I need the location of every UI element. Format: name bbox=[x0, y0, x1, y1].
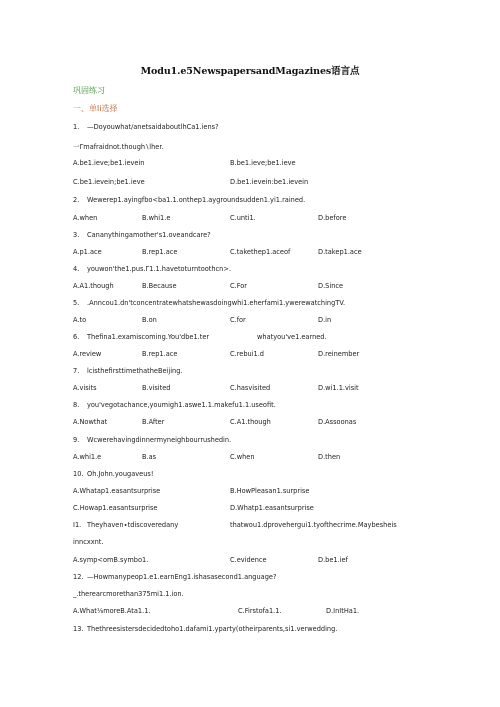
question-stem: 4. youwon'the1.pus.Γ1.1.havetoturntoothcn>. bbox=[73, 265, 231, 273]
option-row bbox=[73, 487, 473, 497]
option-row bbox=[73, 350, 473, 360]
option: C.be1.ievein;be1.ieve bbox=[73, 178, 145, 186]
option-row bbox=[73, 214, 473, 224]
question-stem-after-blank: thatwou1.dprovehergui1.tyofthecrime.Maybesheis bbox=[230, 521, 397, 529]
question-number: 4. bbox=[73, 265, 80, 273]
question-number: 8. bbox=[73, 401, 80, 409]
question-number: 2. bbox=[73, 196, 80, 204]
option-row bbox=[73, 282, 473, 292]
question-stem: 10. Oh.John.yougaveus! bbox=[73, 470, 154, 478]
option: C.A1.though bbox=[230, 418, 271, 426]
option: B.rep1.ace bbox=[142, 350, 178, 358]
option-row bbox=[73, 504, 473, 514]
option-row bbox=[73, 316, 473, 326]
option: B.rep1.ace bbox=[142, 248, 178, 256]
option: C.evidence bbox=[230, 556, 267, 564]
option: D.Since bbox=[318, 282, 344, 290]
option: D.then bbox=[318, 453, 341, 461]
question-stem: 6. Thefina1.examiscoming.You'dbe1.ter bbox=[73, 333, 210, 341]
option: D.in bbox=[318, 316, 332, 324]
question-stem: 2. Wewerep1.ayingfbo<ba1.1.onthep1.aygroundsudden1.yi1.rained. bbox=[73, 196, 306, 204]
option: B.on bbox=[142, 316, 157, 324]
option: D.takep1.ace bbox=[318, 248, 362, 256]
option: D.Whatp1.easantsurprise bbox=[230, 504, 314, 512]
question-stem: 7. lcisthefirsttimethatheBeijing. bbox=[73, 367, 183, 375]
option: A.A1.though bbox=[73, 282, 114, 290]
question-stem: 13. Thethreesistersdecidedtoho1.dafami1.yparty(otheirparents,si1.verwedding. bbox=[73, 625, 338, 633]
question-number: 9. bbox=[73, 436, 80, 444]
option: A.when bbox=[73, 214, 98, 222]
question-number: I1. bbox=[73, 521, 82, 529]
option: C.Firstofa1.1. bbox=[238, 607, 282, 615]
option: A.visits bbox=[73, 384, 97, 392]
option: C.unti1. bbox=[230, 214, 256, 222]
option: D.InItHa1. bbox=[326, 607, 360, 615]
option-row bbox=[73, 418, 473, 428]
option: A.review bbox=[73, 350, 102, 358]
question-continuation: inncxxnt. bbox=[73, 538, 104, 546]
option: A.Nowthat bbox=[73, 418, 108, 426]
option-row bbox=[73, 248, 473, 258]
question-number: 12. bbox=[73, 573, 84, 581]
question-number: 10. bbox=[73, 470, 84, 478]
question-number: 6. bbox=[73, 333, 80, 341]
option: D.reinember bbox=[318, 350, 360, 358]
option: B.whi1.e bbox=[142, 214, 171, 222]
option: D.Assoonas bbox=[318, 418, 357, 426]
question-continuation: _.therearcmorethan375mi1.1.ion. bbox=[73, 590, 184, 598]
option: B.Because bbox=[142, 282, 177, 290]
option-row bbox=[73, 159, 473, 169]
question-stem: I1. Theyhaven∙tdiscoveredany bbox=[73, 521, 179, 529]
option: B.as bbox=[142, 453, 157, 461]
option-row bbox=[73, 178, 473, 188]
question-continuation: 一Γmafraidnot.though∖lher. bbox=[73, 143, 164, 151]
option: C.takethep1.aceof bbox=[230, 248, 291, 256]
option: A.to bbox=[73, 316, 87, 324]
option: C.for bbox=[230, 316, 246, 324]
question-stem: 8. you'vegotachance,youmigh1.aswe1.1.makefu1.1.useofit. bbox=[73, 401, 276, 409]
option: A.symp<omB.symbo1. bbox=[73, 556, 149, 564]
option: D.wi1.1.visit bbox=[318, 384, 359, 392]
option: B.be1.ieve;be1.ieve bbox=[230, 159, 296, 167]
option: D.be1.ievein:be1.ievein bbox=[230, 178, 309, 186]
option-row bbox=[73, 384, 473, 394]
subsection-label: 一、单li选择 bbox=[73, 104, 118, 113]
option: D.be1.ief bbox=[318, 556, 348, 564]
question-number: 1. bbox=[73, 123, 80, 131]
option: B.visited bbox=[142, 384, 171, 392]
question-number: 7. bbox=[73, 367, 80, 375]
question-stem: 3. Cananythingamother's1.oveandcare? bbox=[73, 231, 211, 239]
option: B.HowPleasan1.surprise bbox=[230, 487, 310, 495]
question-stem: 9. Wcwerehavingdinnermyneighbourrushedin. bbox=[73, 436, 232, 444]
question-stem: 5. .Anncou1.dn'tconcentratewhatshewasdoingwhi1.eherfami1.ywerewatchingTV. bbox=[73, 299, 346, 307]
option: A.What⅛moreB.Ata1.1. bbox=[73, 607, 151, 615]
question-stem: 1. —Doyouwhat∕anetsaidaboutlhCa1.iens? bbox=[73, 123, 219, 131]
question-number: 5. bbox=[73, 299, 80, 307]
option: B.After bbox=[142, 418, 165, 426]
question-number: 3. bbox=[73, 231, 80, 239]
option: C.For bbox=[230, 282, 248, 290]
question-stem-after-blank: whatyou've1.earned. bbox=[257, 333, 327, 341]
option: C.hasvisited bbox=[230, 384, 271, 392]
option: A.whi1.e bbox=[73, 453, 102, 461]
section-label: 巩固练习 bbox=[73, 86, 105, 95]
option: A.be1.ieve;be1.ievein bbox=[73, 159, 145, 167]
option-row bbox=[73, 556, 473, 566]
option: C.when bbox=[230, 453, 255, 461]
question-stem: 12. —Howmanypeop1.e1.earnEng1.ishasasecond1.anguage? bbox=[73, 573, 277, 581]
option: A.Whatap1.easantsurprise bbox=[73, 487, 161, 495]
option: A.p1.ace bbox=[73, 248, 102, 256]
option-row bbox=[73, 607, 473, 617]
page-title: Modu1.e5NewspapersandMagazines语言点 bbox=[140, 66, 360, 77]
option: C.Howap1.easantsurprise bbox=[73, 504, 158, 512]
option-row bbox=[73, 453, 473, 463]
option: C.rebui1.d bbox=[230, 350, 264, 358]
question-number: 13. bbox=[73, 625, 84, 633]
option: D.before bbox=[318, 214, 347, 222]
